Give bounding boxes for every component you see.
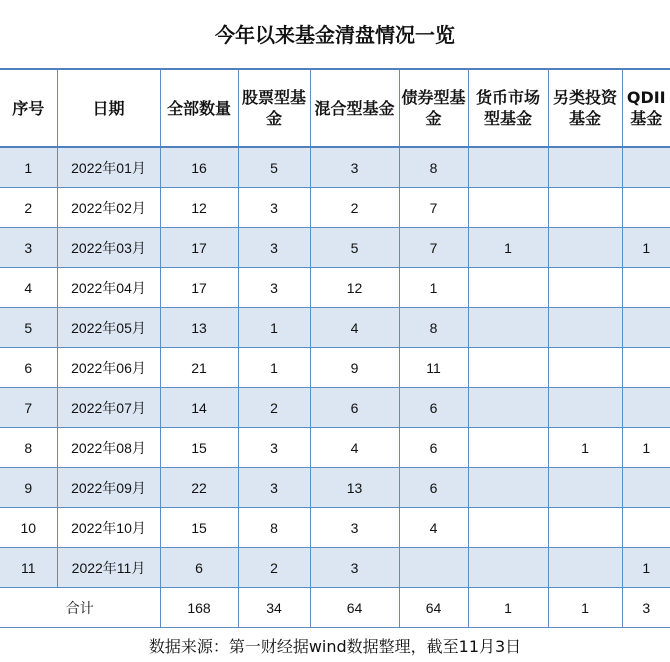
column-header: 货币市场型基金 — [468, 69, 548, 147]
column-header: 序号 — [0, 69, 57, 147]
table-cell — [622, 308, 670, 348]
total-cell: 64 — [399, 588, 468, 628]
table-cell — [548, 308, 622, 348]
table-cell: 15 — [160, 508, 238, 548]
table-cell: 21 — [160, 348, 238, 388]
table-cell: 10 — [0, 508, 57, 548]
column-header: QDII基金 — [622, 69, 670, 147]
table-cell: 6 — [399, 428, 468, 468]
table-row — [0, 188, 670, 228]
total-cell: 1 — [468, 588, 548, 628]
table-cell: 4 — [310, 428, 399, 468]
table-cell — [548, 268, 622, 308]
table-row — [0, 147, 670, 188]
table-cell — [548, 348, 622, 388]
column-header: 另类投资基金 — [548, 69, 622, 147]
table-cell: 1 — [622, 428, 670, 468]
table-cell: 7 — [399, 188, 468, 228]
table-cell — [622, 188, 670, 228]
table-cell: 7 — [0, 388, 57, 428]
table-cell: 4 — [399, 508, 468, 548]
table-cell: 13 — [160, 308, 238, 348]
column-header: 日期 — [57, 69, 160, 147]
header-row — [0, 69, 670, 147]
table-cell: 2022年03月 — [57, 228, 160, 268]
table-cell: 1 — [622, 548, 670, 588]
table-cell: 2022年01月 — [57, 147, 160, 188]
table-cell: 8 — [399, 147, 468, 188]
table-cell — [548, 548, 622, 588]
table-cell — [548, 188, 622, 228]
table-cell — [399, 548, 468, 588]
table-cell: 2022年09月 — [57, 468, 160, 508]
table-cell: 3 — [238, 228, 310, 268]
table-cell: 4 — [0, 268, 57, 308]
total-label: 合计 — [0, 588, 160, 628]
table-body — [0, 147, 670, 588]
table-cell: 17 — [160, 268, 238, 308]
table-cell: 1 — [238, 348, 310, 388]
total-cell: 1 — [548, 588, 622, 628]
table-cell — [468, 548, 548, 588]
column-header: 全部数量 — [160, 69, 238, 147]
table-cell: 11 — [399, 348, 468, 388]
table-cell: 2 — [238, 548, 310, 588]
table-cell: 3 — [310, 548, 399, 588]
table-cell: 3 — [238, 268, 310, 308]
table-cell: 1 — [548, 428, 622, 468]
table-cell — [622, 388, 670, 428]
table-cell: 1 — [399, 268, 468, 308]
table-cell: 5 — [310, 228, 399, 268]
table-cell: 3 — [238, 468, 310, 508]
fund-liquidation-table — [0, 68, 670, 628]
table-cell — [622, 468, 670, 508]
table-cell — [468, 268, 548, 308]
table-cell: 3 — [310, 147, 399, 188]
table-cell: 2 — [238, 388, 310, 428]
table-cell — [548, 388, 622, 428]
table-row — [0, 508, 670, 548]
table-cell: 1 — [238, 308, 310, 348]
table-cell — [548, 508, 622, 548]
table-cell: 6 — [399, 388, 468, 428]
total-cell: 3 — [622, 588, 670, 628]
table-cell: 3 — [238, 428, 310, 468]
table-row — [0, 268, 670, 308]
table-cell — [468, 468, 548, 508]
table-cell: 7 — [399, 228, 468, 268]
table-cell — [622, 147, 670, 188]
table-cell: 4 — [310, 308, 399, 348]
table-cell: 5 — [238, 147, 310, 188]
table-cell: 12 — [160, 188, 238, 228]
table-cell: 13 — [310, 468, 399, 508]
total-cell: 168 — [160, 588, 238, 628]
table-cell: 15 — [160, 428, 238, 468]
table-cell — [468, 308, 548, 348]
column-header: 债券型基金 — [399, 69, 468, 147]
total-cell: 64 — [310, 588, 399, 628]
table-cell: 2022年05月 — [57, 308, 160, 348]
column-header: 股票型基金 — [238, 69, 310, 147]
table-cell: 16 — [160, 147, 238, 188]
table-cell — [468, 508, 548, 548]
table-cell — [622, 508, 670, 548]
table-cell — [622, 268, 670, 308]
table-cell: 6 — [160, 548, 238, 588]
table-row — [0, 228, 670, 268]
table-row — [0, 428, 670, 468]
data-source-note: 数据来源：第一财经据wind数据整理，截至11月3日 — [148, 637, 522, 656]
table-cell: 2022年06月 — [57, 348, 160, 388]
table-cell: 3 — [310, 508, 399, 548]
table-cell: 2022年07月 — [57, 388, 160, 428]
table-row — [0, 468, 670, 508]
table-cell: 1 — [622, 228, 670, 268]
table-cell: 1 — [468, 228, 548, 268]
table-cell: 2 — [0, 188, 57, 228]
table-cell — [548, 468, 622, 508]
table-cell: 22 — [160, 468, 238, 508]
table-cell: 2 — [310, 188, 399, 228]
table-cell: 9 — [310, 348, 399, 388]
table-cell: 2022年11月 — [57, 548, 160, 588]
table-cell: 12 — [310, 268, 399, 308]
table-row — [0, 348, 670, 388]
table-cell: 6 — [399, 468, 468, 508]
table-cell: 2022年02月 — [57, 188, 160, 228]
column-header: 混合型基金 — [310, 69, 399, 147]
table-cell: 6 — [310, 388, 399, 428]
table-cell — [548, 228, 622, 268]
table-cell: 2022年04月 — [57, 268, 160, 308]
table-cell — [468, 348, 548, 388]
table-cell: 5 — [0, 308, 57, 348]
table-cell — [548, 147, 622, 188]
table-row — [0, 308, 670, 348]
table-cell: 8 — [0, 428, 57, 468]
table-cell: 8 — [238, 508, 310, 548]
table-cell — [622, 348, 670, 388]
table-row — [0, 548, 670, 588]
table-cell: 3 — [0, 228, 57, 268]
table-cell: 3 — [238, 188, 310, 228]
total-row — [0, 588, 670, 628]
table-cell — [468, 388, 548, 428]
table-cell: 8 — [399, 308, 468, 348]
table-cell — [468, 147, 548, 188]
table-cell: 14 — [160, 388, 238, 428]
total-cell: 34 — [238, 588, 310, 628]
table-cell: 9 — [0, 468, 57, 508]
table-cell: 17 — [160, 228, 238, 268]
table-cell — [468, 188, 548, 228]
table-row — [0, 388, 670, 428]
table-cell — [468, 428, 548, 468]
chart-title: 今年以来基金清盘情况一览 — [215, 23, 455, 47]
table-cell: 6 — [0, 348, 57, 388]
table-cell: 11 — [0, 548, 57, 588]
table-cell: 2022年10月 — [57, 508, 160, 548]
table-cell: 2022年08月 — [57, 428, 160, 468]
table-cell: 1 — [0, 147, 57, 188]
